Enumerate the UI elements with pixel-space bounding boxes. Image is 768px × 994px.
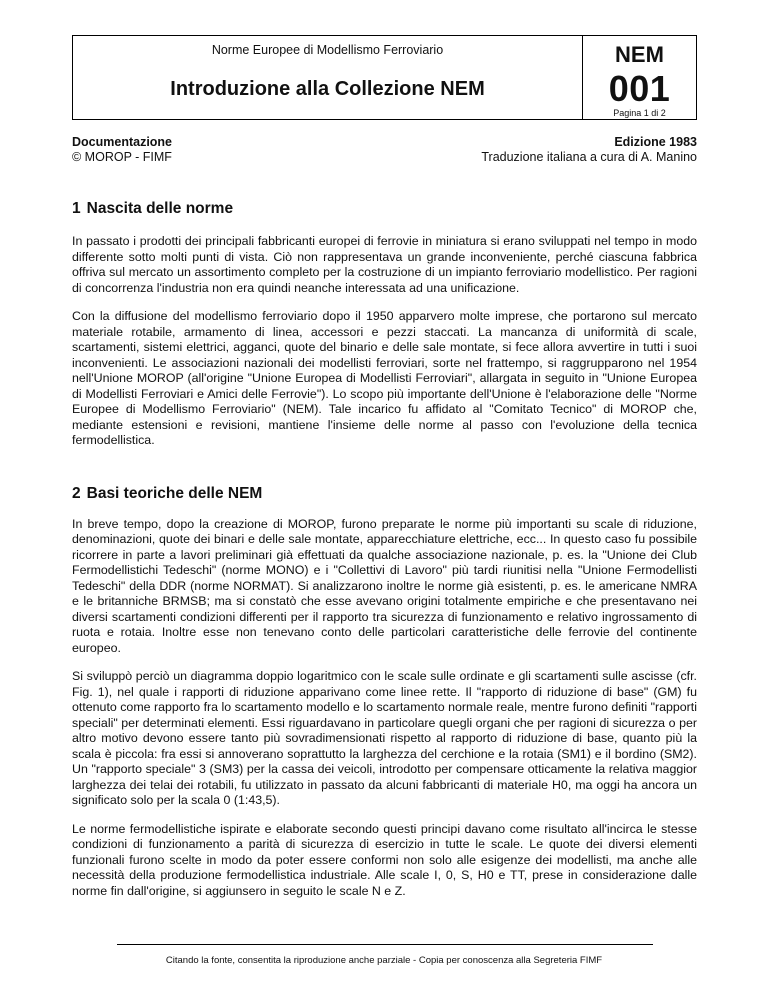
paragraph: Si sviluppò perciò un diagramma doppio logaritmico con le scale sulle ordinate e gli scartamenti sulle ascisse (cfr. Fig. 1), nel quale i rapporti di riduzione apparivano come linee rette. Il "rapporto di riduzione di base" (GM) fu ottenuto come rapporto fra lo scartamento modello e lo scartamento normale reale, mentre furono definiti "rapporti speciali" per determinati elementi. Essi riguardavano in particolare quegli organi che per ragioni di sicurezza o per altro motivo devono essere tanto più sovradimensionati rispetto al rapporto di riduzione di base, quanto più la scala è piccola: fra essi si annoverano soprattutto la larghezza del cerchione e la rotaia (SM1) e il bordino (SM2). Un "rapporto speciale" 3 (SM3) per la cassa dei veicoli, introdotto per compensare otticamente la relativa maggior larghezza dei telai dei rotabili, fu utilizzato in passato da alcuni fabbricanti di materiale H0, ma oggi ha ancora un significato solo per la scala 0 (1:43,5). [72, 669, 697, 807]
organization-name: Norme Europee di Modellismo Ferroviario [211, 43, 444, 57]
meta-right [481, 135, 697, 165]
paragraph: In passato i prodotti dei principali fabbricanti europei di ferrovie in miniatura si erano sviluppati nel tempo in modo differente sotto molti punti di vista. Ciò non rappresentava un grande inconveniente, perché ciascuna fabbrica offriva sul mercato un assortimento completo per la costruzione di un impianto ferroviario modellistico. Per ragioni di concorrenza l'industria non era quindi neanche interessata ad una unificazione. [72, 234, 697, 295]
paragraph: In breve tempo, dopo la creazione di MOROP, furono preparate le norme più importanti su scale di riduzione, denominazioni, quote dei binari e delle sale montate, apparecchiature elettriche, ecc... In questo caso fu possibile ricorrere in parte a lavori preliminari già effettuati da qualche associazione nazionale, p. es. la "Unione dei Club Fermodellistichi Tedeschi" (norme MONO) e i "Collettivi di Lavoro" più tardi riunitisi nella "Unione Fermodellisti Tedeschi" della DDR (norme NORMAT). Si analizzarono inoltre le norme già esistenti, p. es. le americane NMRA e le britanniche BRMSB; ma si constatò che esse avevano origini totalmente empiriche e che presentavano nei diversi scartamenti condizioni differenti per il rapporto tra sicurezza di funzionamento e relativo ingrossamento di ruota e rotaia. Inoltre esse non tenevano conto delle particolari caratteristiche delle ferrovie del continente europeo. [72, 516, 697, 655]
meta-left [72, 135, 172, 165]
copyright: © MOROP - FIMF [72, 150, 172, 164]
document-body [72, 200, 697, 899]
section-title: Nascita delle norme [86, 200, 234, 217]
section-number: 2 [72, 484, 81, 502]
header-standard-area [583, 36, 696, 119]
header-box [72, 35, 697, 120]
document-title: Introduzione alla Collezione NEM [170, 78, 485, 100]
footer-note: Citando la fonte, consentita la riproduzione anche parziale - Copia per conoscenza alla Segreteria FIMF [165, 955, 603, 966]
page-indicator: Pagina 1 di 2 [613, 108, 666, 118]
edition: Edizione 1983 [614, 135, 697, 149]
section-title: Basi teoriche delle NEM [86, 484, 263, 502]
document-type: Documentazione [72, 135, 173, 149]
standard-number: 001 [608, 68, 671, 109]
section-heading [72, 200, 697, 218]
header-title-area [73, 36, 583, 119]
standard-series: NEM [615, 42, 664, 67]
translation-credit: Traduzione italiana a cura di A. Manino [481, 150, 697, 164]
footer-divider [117, 944, 653, 945]
paragraph: Le norme fermodellistiche ispirate e elaborate secondo questi principi davano come risultato all'incirca le stesse condizioni di funzionamento a parità di sicurezza di esercizio in tutte le scale. Le quote dei diversi elementi funzionali furono scelte in modo da poter essere conformi non solo alle esigenze dei modellisti, ma anche alle necessità della produzione fermodellistica industriale. Alle scale I, 0, S, H0 e TT, prese in considerazione dalle norme fin dall'origine, si aggiunsero in seguito le scale N e Z. [72, 821, 697, 898]
section-heading [72, 485, 697, 503]
section-number: 1 [72, 200, 81, 217]
paragraph: Con la diffusione del modellismo ferroviario dopo il 1950 apparvero molte imprese, che portarono sul mercato materiale rotabile, armamento di linea, accessori e pezzi staccati. La mancanza di uniformità di scale, scartamenti, sistemi elettrici, agganci, quote del binario e delle sale montate, si fece allora avvertire in tutti i suoi inconvenienti. Le associazioni nazionali dei modellisti ferroviari, sorte nel frattempo, si raggrupparono nel 1954 nell'Unione MOROP (all'origine "Unione Europea di Modellisti Ferroviari", allargata in seguito in "Unione Europea di Modellisti Ferroviari e Amici delle Ferrovie"). Lo scopo più importante dell'Unione è l'elaborazione delle "Norme Europee di Modellismo Ferroviario" (NEM). Tale incarico fu affidato al "Comitato Tecnico" di MOROP che, mediante estensioni e revisioni, mantiene l'insieme delle norme al passo con l'evoluzione della tecnica fermodellistica. [72, 309, 697, 447]
